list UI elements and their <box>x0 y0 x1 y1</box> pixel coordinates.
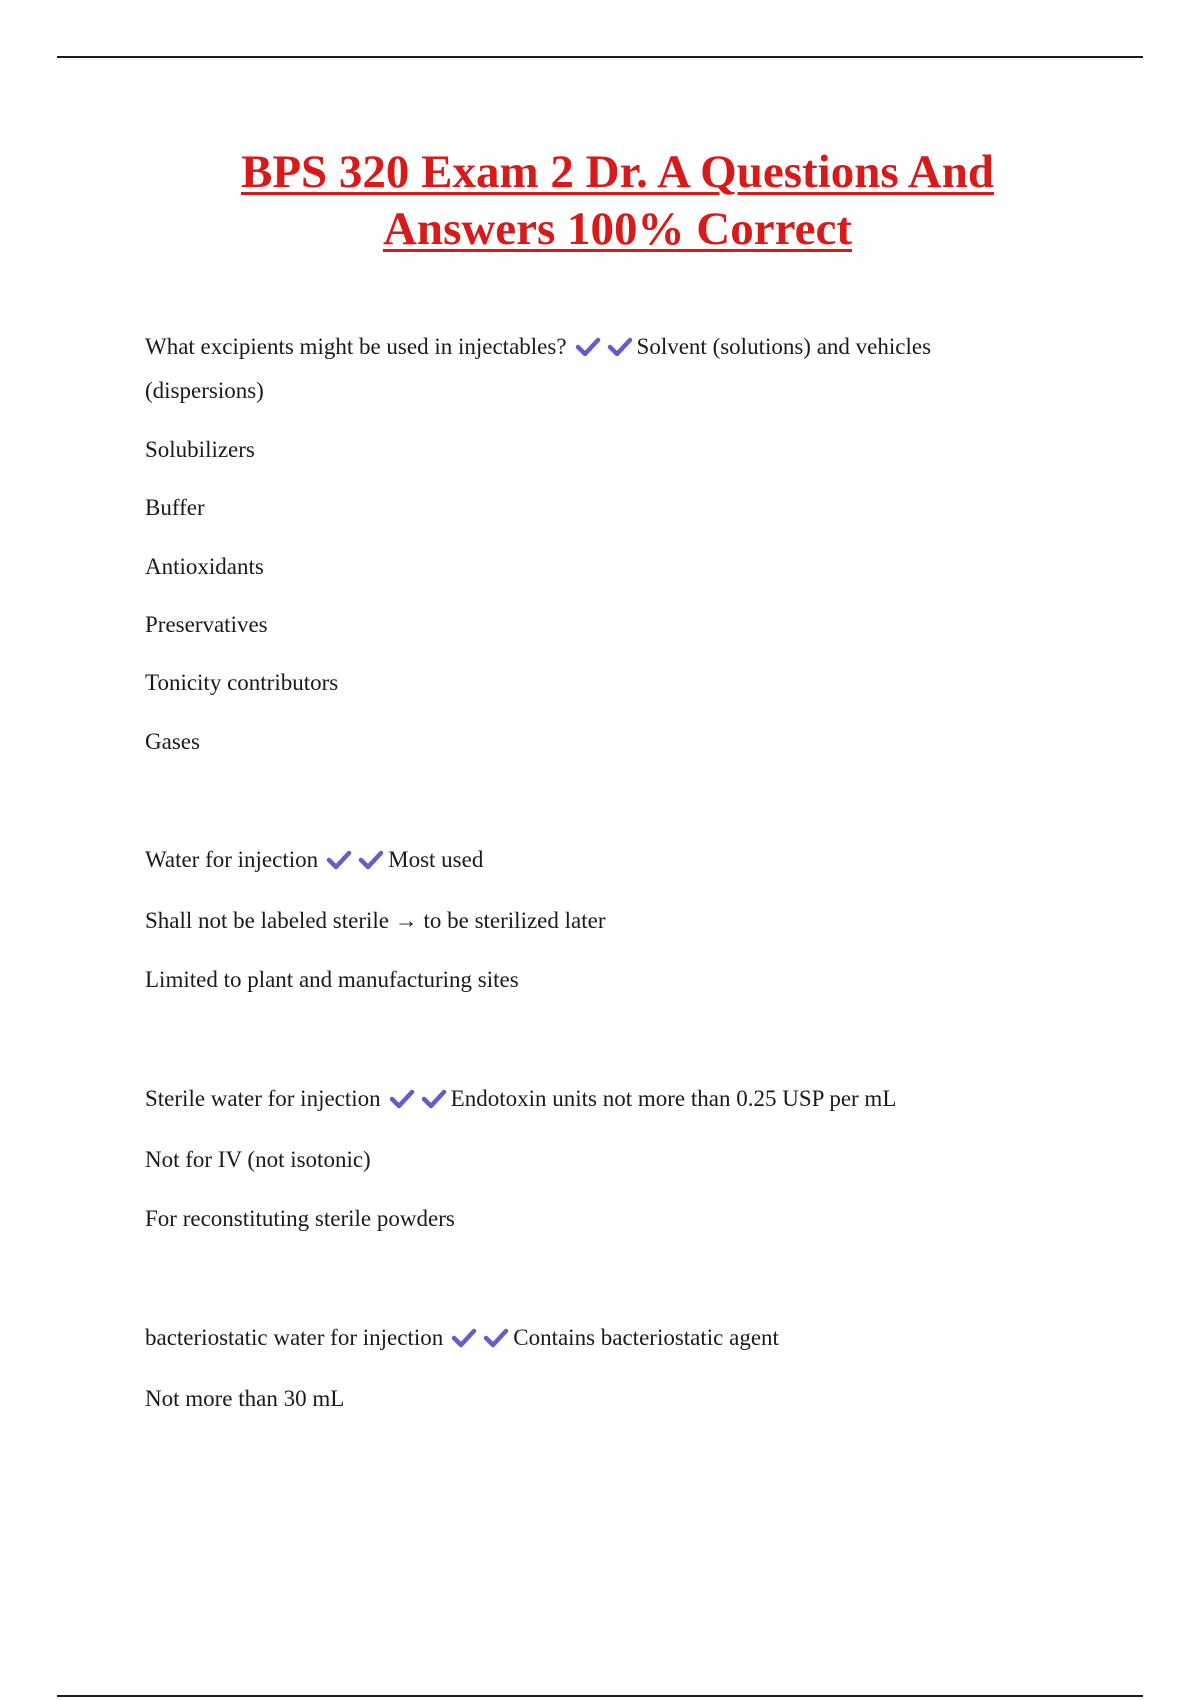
detail-line: Antioxidants <box>145 554 264 579</box>
document-title <box>120 144 1115 258</box>
checkmark-icon <box>451 1328 477 1348</box>
checkmark-icon <box>575 337 601 357</box>
answer-text: Contains bacteriostatic agent <box>513 1325 779 1350</box>
detail-line: For reconstituting sterile powders <box>145 1206 455 1231</box>
question-text: bacteriostatic water for injection <box>145 1325 444 1350</box>
detail-line: Buffer <box>145 495 205 520</box>
checkmark-icon <box>326 850 352 870</box>
title-line-1: BPS 320 Exam 2 Dr. A Questions And <box>240 146 995 198</box>
qa-item-4 <box>145 1323 779 1353</box>
answer-text: Most used <box>388 847 484 872</box>
answer-marker <box>389 1084 447 1114</box>
answer-text: Endotoxin units not more than 0.25 USP per mL <box>450 1086 897 1111</box>
checkmark-icon <box>421 1089 447 1109</box>
answer-marker <box>575 332 633 362</box>
detail-line: Solubilizers <box>145 437 255 462</box>
detail-line: Tonicity contributors <box>145 670 339 695</box>
qa-item-1 <box>145 332 931 362</box>
answer-text: Solvent (solutions) and vehicles <box>636 334 932 359</box>
qa-item-3 <box>145 1084 896 1114</box>
question-text: What excipients might be used in injectables? <box>145 334 567 359</box>
question-text: Sterile water for injection <box>145 1086 381 1111</box>
detail-line: Preservatives <box>145 612 268 637</box>
qa-item-2 <box>145 845 483 875</box>
detail-line: Gases <box>145 729 200 754</box>
checkmark-icon <box>483 1328 509 1348</box>
question-text: Water for injection <box>145 847 319 872</box>
checkmark-icon <box>607 337 633 357</box>
answer-continuation: (dispersions) <box>145 378 264 403</box>
detail-line: Not more than 30 mL <box>145 1386 345 1411</box>
answer-marker <box>326 845 384 875</box>
detail-line: Shall not be labeled sterile → to be sterilized later <box>145 908 606 933</box>
detail-line: Limited to plant and manufacturing sites <box>145 967 519 992</box>
footer-rule <box>57 1695 1143 1697</box>
answer-marker <box>451 1323 509 1353</box>
header-rule <box>57 56 1143 58</box>
detail-line: Not for IV (not isotonic) <box>145 1147 371 1172</box>
checkmark-icon <box>389 1089 415 1109</box>
title-line-2: Answers 100% Correct <box>382 203 852 255</box>
checkmark-icon <box>358 850 384 870</box>
